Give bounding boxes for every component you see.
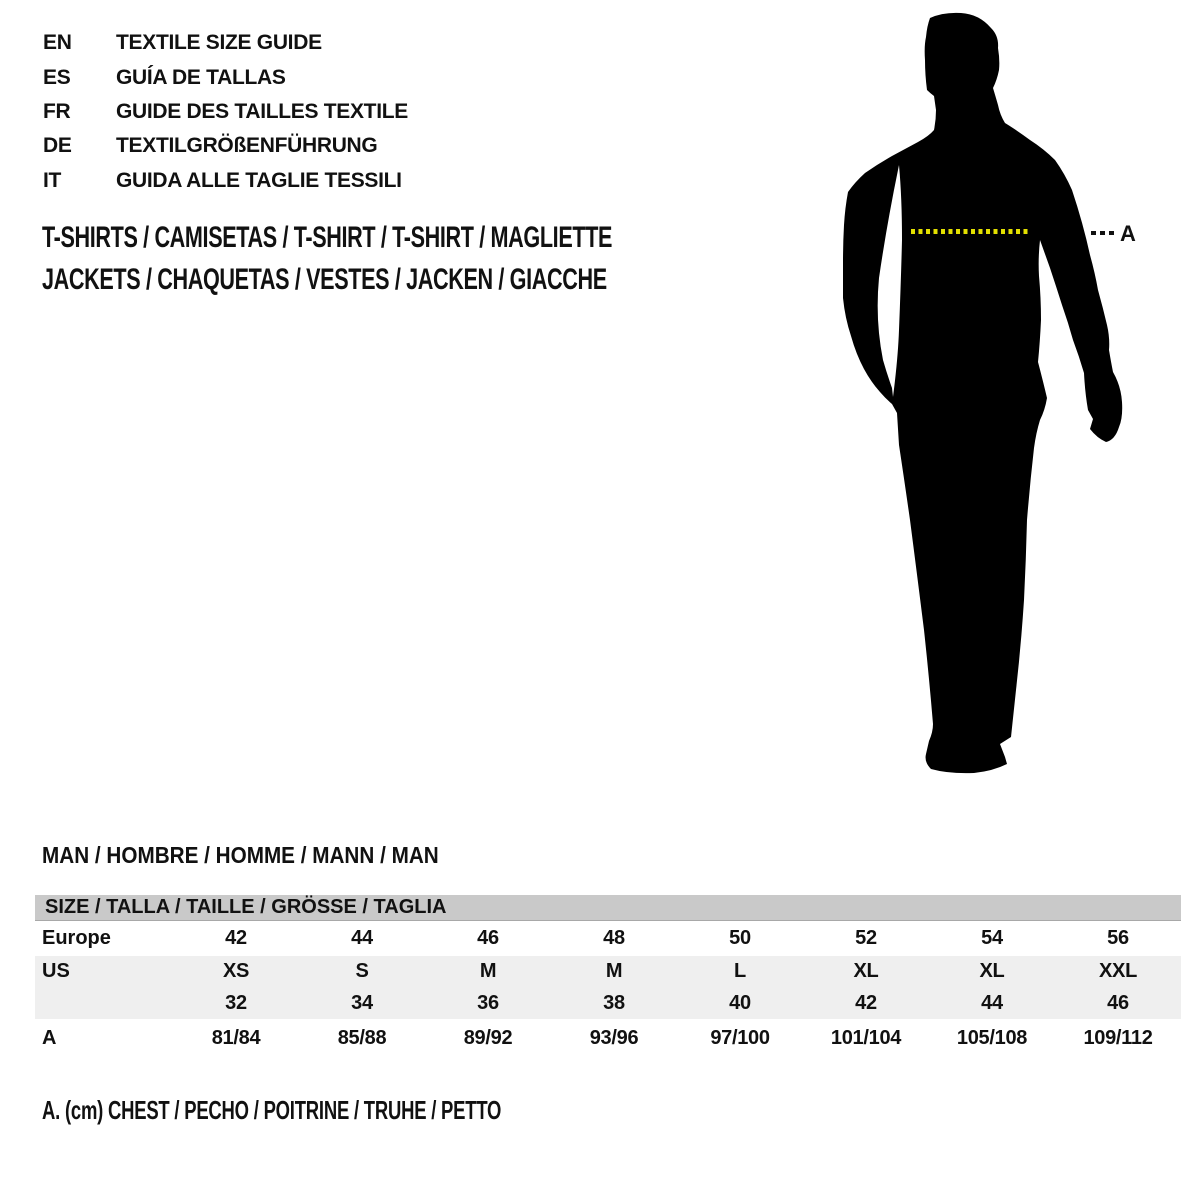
table-cell: 101/104 — [830, 1026, 902, 1049]
table-cell: 38 — [603, 991, 625, 1014]
language-code: ES — [43, 65, 71, 89]
table-row-europe — [35, 921, 1181, 956]
language-label: GUIDA ALLE TAGLIE TESSILI — [116, 168, 402, 192]
language-row — [43, 26, 408, 60]
table-row-numeric — [35, 987, 1181, 1019]
table-cell: 32 — [225, 991, 247, 1014]
table-cell: 81/84 — [211, 1026, 261, 1049]
table-cell: XL — [979, 960, 1005, 982]
table-cell: 105/108 — [956, 1026, 1028, 1049]
table-cell: 89/92 — [463, 1026, 513, 1049]
table-cell: 109/112 — [1083, 1026, 1153, 1049]
language-label: TEXTILGRÖßENFÜHRUNG — [116, 134, 378, 158]
category-line-tshirts: T-SHIRTS / CAMISETAS / T-SHIRT / T-SHIRT / MAGLIETTE — [42, 221, 613, 254]
table-cell: M — [605, 960, 623, 982]
category-line-jackets: JACKETS / CHAQUETAS / VESTES / JACKEN / GIACCHE — [42, 263, 607, 296]
table-cell: 93/96 — [589, 1026, 639, 1049]
row-label: Europe — [42, 927, 111, 949]
man-body-shape — [843, 13, 1122, 773]
language-list — [43, 26, 408, 198]
size-table-header — [35, 895, 1181, 921]
table-row-chest — [35, 1019, 1181, 1057]
language-label: GUIDE DES TAILLES TEXTILE — [116, 99, 408, 123]
language-label: TEXTILE SIZE GUIDE — [116, 31, 322, 55]
measure-pointer-dashes — [1091, 231, 1118, 235]
category-list — [42, 217, 834, 301]
table-cell: 56 — [1107, 927, 1129, 949]
measure-label-a: A — [1120, 221, 1136, 246]
table-cell: 97/100 — [710, 1026, 770, 1049]
size-table-header-label: SIZE / TALLA / TAILLE / GRÖSSE / TAGLIA — [45, 896, 447, 918]
footnote-chest-legend: A. (cm) CHEST / PECHO / POITRINE / TRUHE / PETTO — [42, 1095, 502, 1125]
table-cell: L — [734, 960, 746, 982]
language-row — [43, 60, 408, 94]
table-cell: 44 — [981, 991, 1003, 1014]
table-cell: XXL — [1099, 960, 1137, 982]
row-label: A — [42, 1026, 57, 1049]
table-cell: XS — [222, 960, 250, 982]
table-cell: 52 — [855, 927, 877, 949]
man-silhouette — [843, 8, 1128, 778]
language-code: DE — [43, 134, 72, 158]
table-cell: S — [355, 960, 369, 982]
table-cell: 42 — [225, 927, 247, 949]
table-cell: 46 — [477, 927, 499, 949]
language-code: IT — [43, 168, 62, 192]
table-cell: XL — [853, 960, 879, 982]
language-code: FR — [43, 99, 71, 123]
language-code: EN — [43, 31, 72, 55]
language-row — [43, 164, 408, 198]
table-cell: 40 — [729, 991, 751, 1014]
table-cell: 85/88 — [337, 1026, 387, 1049]
table-cell: 34 — [351, 991, 373, 1014]
table-cell: M — [479, 960, 497, 982]
table-cell: 36 — [477, 991, 499, 1014]
table-cell: 46 — [1107, 991, 1129, 1014]
table-cell: 42 — [855, 991, 877, 1014]
size-table — [35, 895, 1181, 1057]
language-label: GUÍA DE TALLAS — [116, 65, 286, 89]
chest-measure-dotted-line — [911, 229, 1031, 234]
row-label: US — [42, 960, 70, 982]
table-cell: 54 — [981, 927, 1003, 949]
table-cell: 44 — [351, 927, 373, 949]
section-title-man: MAN / HOMBRE / HOMME / MANN / MAN — [42, 842, 439, 868]
table-cell: 48 — [603, 927, 625, 949]
table-row-us — [35, 956, 1181, 987]
language-row — [43, 95, 408, 129]
table-cell: 50 — [729, 927, 751, 949]
language-row — [43, 129, 408, 163]
